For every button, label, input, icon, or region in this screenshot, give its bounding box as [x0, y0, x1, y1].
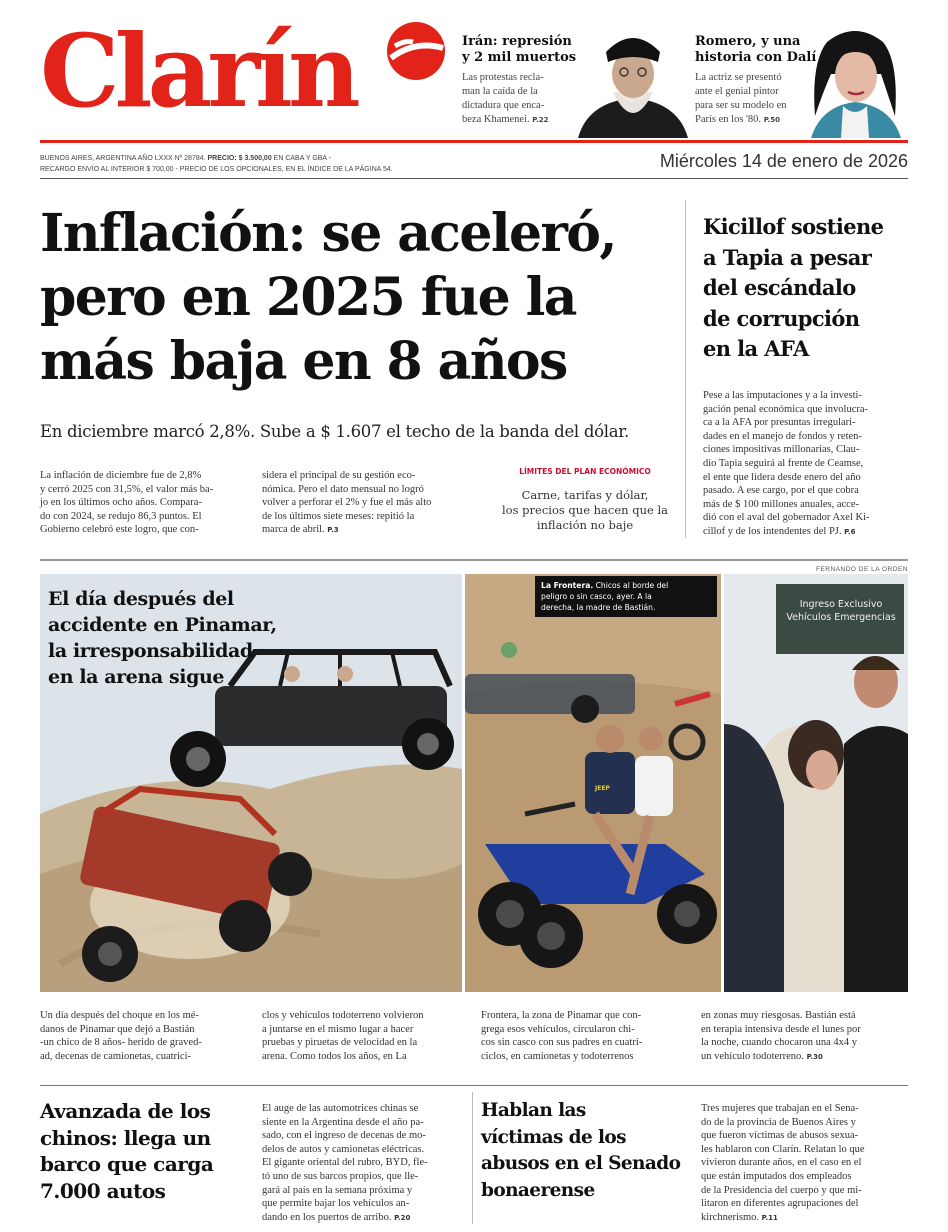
logo [40, 10, 458, 135]
kicillof-headline[interactable]: Kicillof sostiene a Tapia a pesar del escándalo de corrupción en la AFA [703, 214, 884, 361]
masthead [0, 0, 948, 150]
teaser-iran-title: Irán: represión y 2 mil muertos [462, 34, 577, 65]
senado-headline[interactable]: Hablan las víctimas de los abusos en el Senado bonaerense [481, 1100, 681, 1201]
logo-mark-icon [385, 20, 447, 82]
kicillof-body: Pese a las imputaciones y a la investi- gación penal económica que involucra- ca a la AFA por presuntas irregulari- dades en el manejo de fondos y reten- ciones impositivas millonarias, Clau- dio Tapia seguirá al frente de Ceamse, el ente que lidera desde enero del año pasado. A ese cargo, por el que cobra más de $ 100 millones anuales, acce- dió con el aval del gobernador Axel Ki- cillof y de los intendentes del PJ. P.6 [703, 390, 870, 537]
photo-col2: clos y vehículos todoterreno volvieron a juntarse en el mismo lugar a hacer pruebas y piruetas de velocidad en la arena. Como todos los años, en La [262, 1010, 424, 1062]
dateline-rule [40, 178, 908, 179]
lead-deck: En diciembre marcó 2,8%. Sube a $ 1.607 el techo de la banda del dólar. [40, 422, 629, 441]
emergency-sign [782, 598, 900, 624]
photo-col4: en zonas muy riesgosas. Bastián está en terapia intensiva desde el lunes por la noche, cuando chocaron una 4x4 y un vehículo todoterreno. P.30 [701, 1010, 861, 1062]
sign-line2: Vehículos Emergencias [786, 612, 896, 623]
caption-title: La Frontera. [541, 581, 594, 590]
issue-date: Miércoles 14 de enero de 2026 [659, 151, 908, 171]
lead-sidebar[interactable] [492, 467, 678, 533]
teaser-iran[interactable] [462, 34, 698, 138]
caption-text: Chicos al borde del peligro o sin casco, ayer. A la derecha, la madre de Bastián. [541, 581, 669, 612]
bottom-divider [472, 1092, 473, 1224]
bottom-rule [40, 1085, 908, 1086]
lead-col1: La inflación de diciembre fue de 2,8% y cerró 2025 con 31,5%, el valor más ba- jo en los últimos ocho años. Compara- do con 2024, se redujo 86,3 puntos. El Gobierno celebró este logro, que con- [40, 470, 214, 536]
logo-wordmark: Clarín [40, 12, 356, 130]
lead-headline[interactable]: Inflación: se aceleró, pero en 2025 fue la más baja en 8 años [40, 203, 616, 392]
teaser-romero[interactable] [695, 34, 908, 138]
romero-photo [803, 22, 908, 138]
photo-rider-shirt: JEEP [595, 785, 610, 792]
teaser-romero-title: Romero, y una historia con Dalí [695, 34, 817, 65]
photo-headline[interactable]: El día después del accidente en Pinamar, la irresponsabilidad en la arena sigue [48, 588, 277, 688]
photo-caption [535, 576, 717, 617]
edition-info [40, 153, 393, 175]
photo-col1: Un día después del choque en los mé- danos de Pinamar que dejó a Bastián -un chico de 8 años- herido de graved- ad, decenas de camionetas, cuatrici- [40, 1010, 202, 1062]
dune-photo-middle [465, 574, 721, 992]
khamenei-photo [568, 22, 698, 138]
dune-photo-left [40, 574, 462, 992]
senado-body: Tres mujeres que trabajan en el Sena- do de la provincia de Buenos Aires y que fueron víctimas de abusos sexua- les hablaron con Clarín. Relatan lo que vivieron durante años, en el caso en el que están imputados dos empleados de la Presidencia del cuerpo y que mi- litaron en diferentes agrupaciones del kirchnerismo. P.11 [701, 1103, 865, 1223]
china-body: El auge de las automotrices chinas se siente en la Argentina desde el año pa- sado, con el ingreso de decenas de mo- delos de autos y camionetas eléctricas. El gigante oriental del rubro, BYD, fle- tó uno de sus barcos propios, que lle- gará al país en la semana próxima y que permite bajar los vehículos an- dando en los puertos de arribo. P.20 [262, 1103, 428, 1223]
mother-photo [724, 574, 908, 992]
lead-divider [685, 200, 686, 538]
photo-credit: FERNANDO DE LA ORDEN [816, 566, 908, 573]
sign-line1: Ingreso Exclusivo [799, 599, 883, 610]
china-headline[interactable]: Avanzada de los chinos: llega un barco que carga 7.000 autos [40, 1099, 214, 1203]
photo-col3: Frontera, la zona de Pinamar que con- grega esos vehículos, circularon chi- cos sin casco con sus padres en cuatri- ciclos, en camionetas y todoterrenos [481, 1010, 643, 1062]
teaser-romero-text: La actriz se presentó ante el genial pintor para ser su modelo en París en los '80. P.50 [695, 72, 787, 125]
sidebar-text: Carne, tarifas y dólar, los precios que hacen que la inflación no baje [502, 488, 668, 532]
sidebar-kicker: LÍMITES DEL PLAN ECONÓMICO [519, 467, 651, 476]
masthead-rule [40, 140, 908, 143]
lead-col2: sidera el principal de su gestión eco- nómica. Pero el dato mensual no logró volver a perforar el 2% y fue el más alto de los últimos siete meses: repitió la marca de abril. P.3 [262, 470, 432, 536]
edition-info-line2: RECARGO ENVÍO AL INTERIOR $ 700,00 - PRECIO DE LOS OPCIONALES, EN EL ÍNDICE DE LA PÁGINA 54. [40, 166, 393, 173]
teaser-iran-text: Las protestas recla- man la caída de la dictadura que enca- beza Khamenei. P.22 [462, 72, 549, 125]
photo-top-rule [40, 559, 908, 561]
edition-info-line1: BUENOS AIRES, ARGENTINA AÑO LXXX Nº 28784. PRECIO: $ 3.500,00 EN CABA Y GBA - [40, 155, 331, 162]
